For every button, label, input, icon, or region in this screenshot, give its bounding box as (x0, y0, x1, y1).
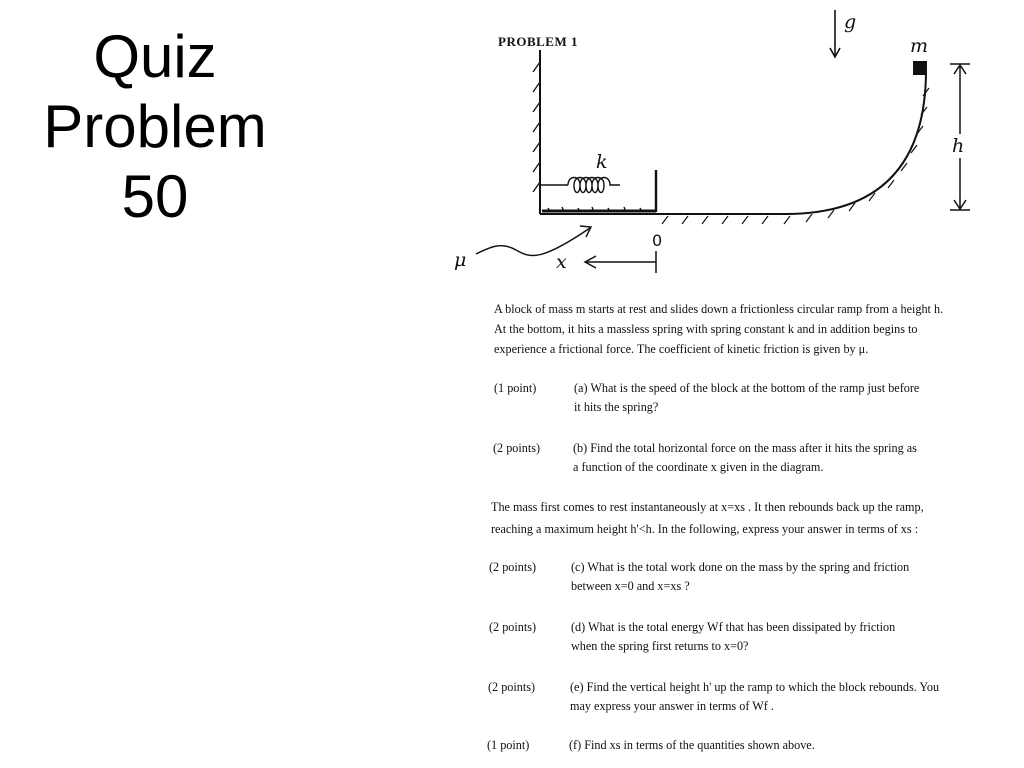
question-line: (e) Find the vertical height h' up the ramp to which the block rebounds. You (570, 680, 940, 694)
question-points: (2 points) (489, 560, 537, 574)
spring-coils (568, 178, 620, 193)
question-points: (2 points) (493, 441, 541, 455)
friction-surface (542, 207, 656, 212)
slide-title (0, 22, 310, 232)
question-line: (f) Find xs in terms of the quantities shown above. (569, 738, 815, 752)
question-line: may express your answer in terms of Wf . (570, 699, 774, 713)
question-points: (2 points) (489, 620, 537, 634)
friction-coefficient-label: μ (454, 249, 467, 271)
question-line: (b) Find the total horizontal force on the mass after it hits the spring as (573, 441, 917, 455)
rebound-description (491, 496, 1016, 540)
title-line-1: Quiz (93, 23, 217, 90)
gravity-label: g (844, 11, 857, 33)
title-line-3: 50 (121, 163, 189, 230)
problem-intro (494, 299, 1014, 359)
middle-line: reaching a maximum height h'<h. In the following, express your answer in terms of xs : (491, 522, 919, 536)
height-label: h (952, 135, 965, 157)
spring-constant-label: k (596, 151, 608, 173)
wall-hatching (533, 62, 540, 192)
floor-hatching (662, 88, 929, 224)
question-line: when the spring first returns to x=0? (571, 639, 749, 653)
intro-line: At the bottom, it hits a massless spring with spring constant k and in addition begins to (494, 322, 918, 336)
question-points: (1 point) (494, 381, 537, 395)
circular-ramp (785, 72, 926, 214)
intro-line: A block of mass m starts at rest and slides down a frictionless circular ramp from a height h. (494, 302, 944, 316)
question-line: between x=0 and x=xs ? (571, 579, 690, 593)
mass-label: m (910, 35, 929, 57)
origin-label: 0 (652, 231, 663, 250)
friction-pointer (476, 228, 590, 256)
question-points: (1 point) (487, 738, 530, 752)
x-axis-label: x (556, 251, 567, 273)
ramp-spring-diagram (440, 0, 1024, 290)
middle-line: The mass first comes to rest instantaneously at x=xs . It then rebounds back up the ramp, (491, 500, 924, 514)
question-line: it hits the spring? (574, 400, 659, 414)
question-line: (d) What is the total energy Wf that has been dissipated by friction (571, 620, 896, 634)
problem-heading: PROBLEM 1 (498, 34, 578, 49)
intro-line: experience a frictional force. The coefficient of kinetic friction is given by μ. (494, 342, 869, 356)
title-line-2: Problem (43, 93, 267, 160)
question-points: (2 points) (488, 680, 536, 694)
question-line: a function of the coordinate x given in the diagram. (573, 460, 824, 474)
question-line: (a) What is the speed of the block at the bottom of the ramp just before (574, 381, 920, 395)
question-line: (c) What is the total work done on the mass by the spring and friction (571, 560, 910, 574)
mass-block (913, 61, 927, 75)
